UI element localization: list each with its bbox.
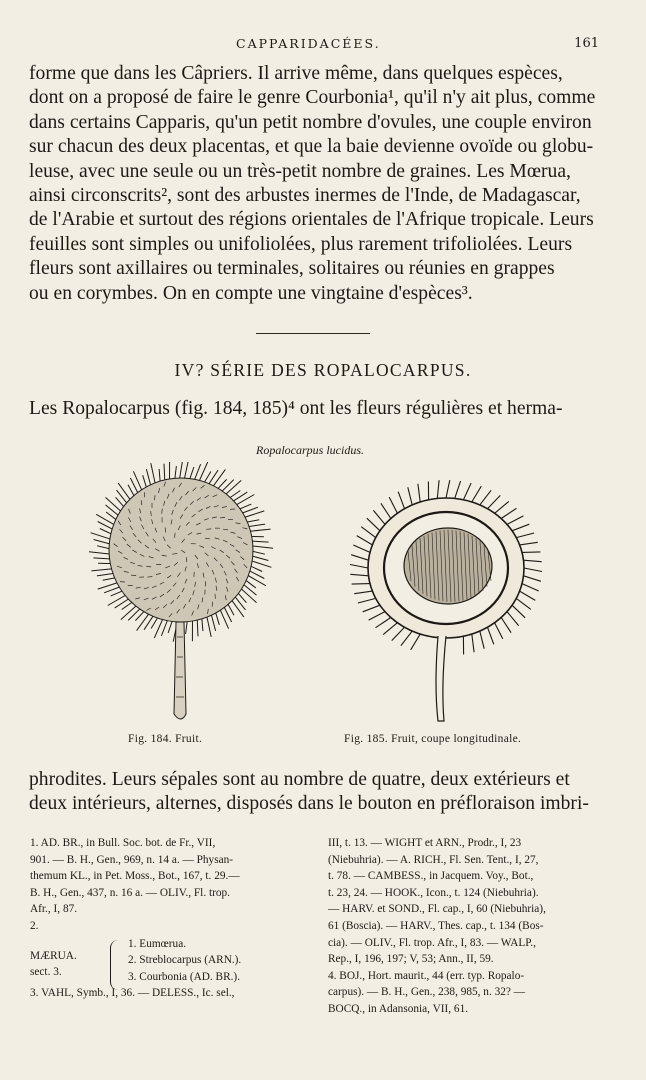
figure-label-184: Fig. 184. Fruit. <box>128 733 203 745</box>
page-number: 161 <box>574 36 599 51</box>
footnote-line: cia). — OLIV., Fl. trop. Afr., I, 83. — WALP., <box>328 936 536 949</box>
footnote-line: B. H., Gen., 437, n. 16 a. — OLIV., Fl. trop. <box>30 886 230 899</box>
fruit-illustration <box>88 462 274 732</box>
footnote-line: t. 78. — CAMBESS., in Jacquem. Voy., Bot., <box>328 870 534 883</box>
maerua-section-list <box>128 936 241 986</box>
running-head <box>0 36 646 54</box>
list-item: 2. Streblocarpus (ARN.). <box>128 954 242 967</box>
figure-caption: Ropalocarpus lucidus. <box>256 443 364 457</box>
text-line: ainsi circonscrits², sont des arbustes inermes de l'Inde, de Madagascar, <box>29 185 581 207</box>
footnote-line: Rep., I, 196, 197; V, 53; Ann., II, 59. <box>328 953 494 966</box>
footnote-line: t. 23, 24. — HOOK., Icon., t. 124 (Niebuhria). <box>328 886 539 899</box>
text-line: Les Ropalocarpus (fig. 184, 185)⁴ ont les fleurs régulières et herma- <box>29 398 563 419</box>
footnote-line: (Niebuhria). — A. RICH., Fl. Sen. Tent., I, 27, <box>328 853 539 866</box>
brace <box>110 940 121 990</box>
footnote-line: BOCQ., in Adansonia, VII, 61. <box>328 1002 469 1015</box>
maerua-label <box>30 948 110 981</box>
footnote-line: carpus). — B. H., Gen., 238, 985, n. 32? — <box>328 986 526 999</box>
footnote-line: Afr., I, 87. <box>30 903 78 916</box>
maerua-sect: sect. 3. <box>30 966 62 979</box>
list-item: 3. Courbonia (AD. BR.). <box>128 970 241 983</box>
section-divider <box>256 333 370 334</box>
footnote-line: 61 (Boscia). — HARV., Thes. cap., t. 134 (Bos- <box>328 919 544 932</box>
footnote-line: 2. <box>30 919 39 932</box>
maerua-genus: MÆRUA. <box>30 949 77 962</box>
footnotes-left-column <box>30 835 306 1004</box>
text-line: feuilles sont simples ou unifoliolées, plus rarement trifoliolées. Leurs <box>29 233 573 255</box>
text-line: forme que dans les Câpriers. Il arrive même, dans quelques espèces, <box>29 63 563 84</box>
footnotes-right-column <box>328 835 604 1018</box>
paragraph-2 <box>29 397 601 421</box>
text-line: fleurs sont axillaires ou terminales, solitaires ou réunies en grappes <box>29 258 555 280</box>
text-line: dans certains Capparis, qu'un petit nombre d'ovules, une couple environ <box>29 111 592 133</box>
footnote-line: III, t. 13. — WIGHT et ARN., Prodr., I, 23 <box>328 837 522 849</box>
footnote-line: 3. VAHL, Symb., I, 36. — DELESS., Ic. sel., <box>30 987 235 999</box>
footnote-line: — HARV. et SOND., Fl. cap., I, 60 (Niebuhria), <box>328 903 546 916</box>
text-line: deux intérieurs, alternes, disposés dans le bouton en préfloraison imbri- <box>29 793 589 815</box>
text-line: de l'Arabie et surtout des régions orientales de l'Afrique tropicale. Leurs <box>29 209 594 231</box>
figure-label-185: Fig. 185. Fruit, coupe longitudinale. <box>344 733 522 745</box>
list-item: 1. Eumœrua. <box>128 937 187 950</box>
fruit-section-illustration <box>348 476 548 726</box>
text-line: leuse, avec une seule ou un très-petit nombre de graines. Les Mœrua, <box>29 160 571 182</box>
text-line: sur chacun des deux placentas, et que la baie devienne ovoïde ou globu- <box>29 136 594 158</box>
paragraph-1 <box>29 62 601 306</box>
paragraph-3 <box>29 768 601 817</box>
text-line: phrodites. Leurs sépales sont au nombre de quatre, deux extérieurs et <box>29 769 570 790</box>
running-title: CAPPARIDACÉES. <box>236 36 381 51</box>
footnotes <box>0 835 646 1035</box>
footnote-line: 901. — B. H., Gen., 969, n. 14 a. — Physan- <box>30 853 234 866</box>
section-heading: IV? SÉRIE DES ROPALOCARPUS. <box>174 360 472 380</box>
text-line: ou en corymbes. On en compte une vingtaine d'espèces³. <box>29 282 473 304</box>
footnote-line: themum KL., in Pet. Moss., Bot., 167, t. 29.— <box>30 870 240 883</box>
footnote-line: 1. AD. BR., in Bull. Soc. bot. de Fr., VII, <box>30 837 216 849</box>
text-line: dont on a proposé de faire le genre Courbonia¹, qu'il n'y ait plus, comme <box>29 87 596 109</box>
footnote-line: 4. BOJ., Hort. maurit., 44 (err. typ. Ropalo- <box>328 969 525 982</box>
